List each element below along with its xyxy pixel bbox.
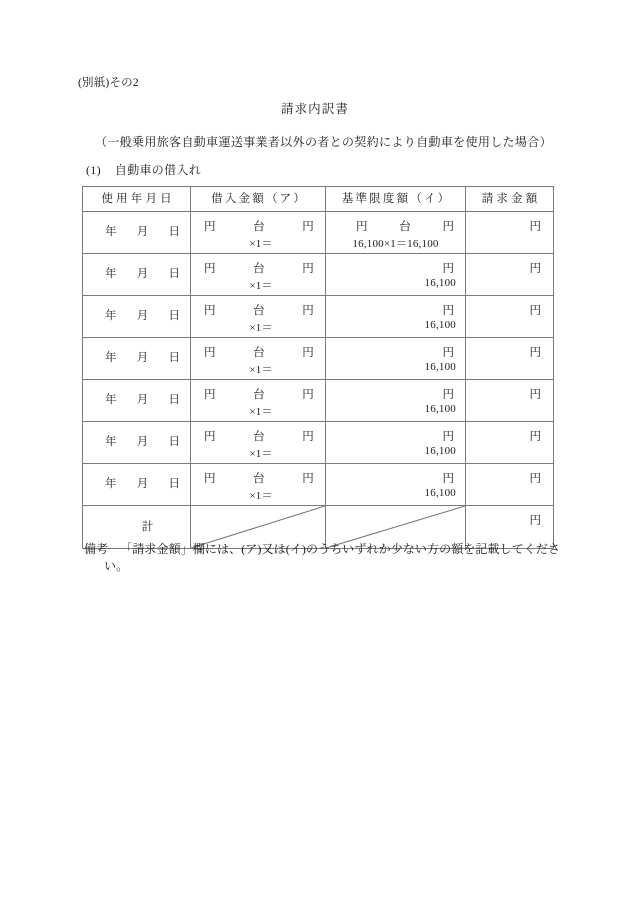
borrow-calc-text: ×1＝ <box>249 490 273 502</box>
date-month-label: 月 <box>136 478 149 490</box>
claim-yen-label: 円 <box>529 431 541 443</box>
date-day-label: 日 <box>168 310 180 322</box>
cell-use-date[interactable] <box>83 254 191 296</box>
cell-borrow-amount[interactable] <box>191 338 326 380</box>
borrow-unit-label: 台 <box>253 305 265 317</box>
date-year-label: 年 <box>105 352 117 364</box>
claim-yen-label: 円 <box>529 473 541 485</box>
standard-amount-text: 16,100 <box>424 277 456 289</box>
borrow-calc-text: ×1＝ <box>249 322 273 334</box>
borrow-unit-line <box>191 422 325 444</box>
borrow-yen-right-label: 円 <box>302 473 314 485</box>
standard-amount-text: 16,100 <box>424 319 456 331</box>
borrow-yen-left-label: 円 <box>204 305 216 317</box>
borrow-unit-line <box>191 380 325 402</box>
cell-standard-limit <box>326 212 466 254</box>
borrow-yen-left-label: 円 <box>204 347 216 359</box>
standard-amount-text: 16,100 <box>424 361 456 373</box>
section-title: 自動車の借入れ <box>114 163 202 177</box>
cell-use-date[interactable] <box>83 296 191 338</box>
cell-borrow-amount[interactable] <box>191 422 326 464</box>
borrow-unit-label: 台 <box>253 389 265 401</box>
table-row <box>83 338 554 380</box>
cell-claim-amount[interactable] <box>466 380 554 422</box>
footnote-line-1: 「請求金額」欄には、(ア)又は(イ)のうちいずれか少ない方の額を記載してくださ <box>120 542 561 556</box>
cell-use-date[interactable] <box>83 380 191 422</box>
header-cell-standard-limit <box>326 187 466 212</box>
page-title: 請求内訳書 <box>280 102 349 116</box>
cell-standard-limit <box>326 464 466 506</box>
standard-yen-label: 円 <box>442 305 454 317</box>
cell-borrow-amount[interactable] <box>191 464 326 506</box>
date-month-label: 月 <box>136 394 149 406</box>
total-claim-yen-label: 円 <box>529 515 541 527</box>
standard-yen-left-label: 円 <box>356 221 368 233</box>
standard-calc-text: 16,100×1＝16,100 <box>352 238 439 250</box>
cell-borrow-amount[interactable] <box>191 380 326 422</box>
date-year-label: 年 <box>105 310 117 322</box>
standard-yen-right-label: 円 <box>442 221 454 233</box>
borrow-yen-right-label: 円 <box>302 389 314 401</box>
header-label-standard-limit: 基準限度額（イ） <box>341 193 452 205</box>
borrow-yen-right-label: 円 <box>302 263 314 275</box>
date-placeholder-group <box>83 422 190 449</box>
date-placeholder-group <box>83 380 190 407</box>
table-row <box>83 464 554 506</box>
date-year-label: 年 <box>105 478 117 490</box>
date-year-label: 年 <box>105 436 117 448</box>
standard-yen-label: 円 <box>442 263 454 275</box>
table-header-row <box>83 187 554 212</box>
header-label-claim-amount: 請求金額 <box>481 193 541 205</box>
cell-standard-limit <box>326 254 466 296</box>
cell-claim-amount[interactable] <box>466 338 554 380</box>
table-row <box>83 422 554 464</box>
total-label: 計 <box>141 521 154 533</box>
standard-yen-label: 円 <box>442 347 454 359</box>
date-day-label: 日 <box>168 226 180 238</box>
table-row <box>83 380 554 422</box>
footnote-label: 備考 <box>84 542 109 556</box>
standard-amount-text: 16,100 <box>424 487 456 499</box>
header-label-use-date: 使用年月日 <box>101 193 175 205</box>
date-month-label: 月 <box>136 226 149 238</box>
footnote <box>84 541 562 575</box>
cell-claim-amount[interactable] <box>466 422 554 464</box>
section-heading <box>86 161 201 178</box>
table-row <box>83 254 554 296</box>
date-placeholder-group <box>83 254 190 281</box>
claim-yen-label: 円 <box>529 305 541 317</box>
borrow-yen-left-label: 円 <box>204 221 216 233</box>
table-row <box>83 212 554 254</box>
borrow-yen-left-label: 円 <box>204 431 216 443</box>
borrow-calc-text: ×1＝ <box>249 238 273 250</box>
date-day-label: 日 <box>168 394 180 406</box>
cell-claim-amount[interactable] <box>466 464 554 506</box>
borrow-unit-label: 台 <box>253 263 265 275</box>
borrow-unit-label: 台 <box>253 221 265 233</box>
cell-use-date[interactable] <box>83 464 191 506</box>
borrow-unit-label: 台 <box>253 431 265 443</box>
document-reference: (別紙)その2 <box>78 77 139 89</box>
borrow-yen-left-label: 円 <box>204 389 216 401</box>
date-day-label: 日 <box>168 268 180 280</box>
cell-standard-limit <box>326 422 466 464</box>
borrow-yen-right-label: 円 <box>302 431 314 443</box>
breakdown-table <box>82 186 554 549</box>
date-year-label: 年 <box>105 226 117 238</box>
borrow-unit-line <box>191 212 325 234</box>
cell-standard-limit <box>326 380 466 422</box>
date-placeholder-group <box>83 296 190 323</box>
standard-unit-line <box>326 212 465 234</box>
date-day-label: 日 <box>168 436 180 448</box>
cell-claim-amount[interactable] <box>466 212 554 254</box>
cell-use-date[interactable] <box>83 422 191 464</box>
header-cell-borrow-amount <box>191 187 326 212</box>
borrow-unit-line <box>191 338 325 360</box>
date-year-label: 年 <box>105 268 117 280</box>
date-month-label: 月 <box>136 310 149 322</box>
borrow-calc-text: ×1＝ <box>249 406 273 418</box>
section-number: (1) <box>86 163 101 177</box>
date-placeholder-group <box>83 464 190 491</box>
cell-claim-amount[interactable] <box>466 296 554 338</box>
borrow-calc-text: ×1＝ <box>249 280 273 292</box>
header-cell-claim-amount <box>466 187 554 212</box>
date-month-label: 月 <box>136 436 149 448</box>
borrow-yen-right-label: 円 <box>302 347 314 359</box>
standard-yen-label: 円 <box>442 473 454 485</box>
date-day-label: 日 <box>168 478 180 490</box>
cell-claim-amount[interactable] <box>466 254 554 296</box>
borrow-yen-left-label: 円 <box>204 473 216 485</box>
claim-yen-label: 円 <box>529 347 541 359</box>
borrow-calc-text: ×1＝ <box>249 448 273 460</box>
borrow-yen-right-label: 円 <box>302 305 314 317</box>
cell-standard-limit <box>326 296 466 338</box>
date-year-label: 年 <box>105 394 117 406</box>
borrow-unit-label: 台 <box>253 347 265 359</box>
standard-yen-label: 円 <box>442 431 454 443</box>
cell-use-date[interactable] <box>83 338 191 380</box>
cell-borrow-amount[interactable] <box>191 212 326 254</box>
standard-amount-text: 16,100 <box>424 445 456 457</box>
date-placeholder-group <box>83 338 190 365</box>
standard-yen-label: 円 <box>442 389 454 401</box>
borrow-unit-line <box>191 464 325 486</box>
borrow-unit-label: 台 <box>253 473 265 485</box>
borrow-calc-text: ×1＝ <box>249 364 273 376</box>
borrow-yen-left-label: 円 <box>204 263 216 275</box>
date-month-label: 月 <box>136 352 149 364</box>
date-day-label: 日 <box>168 352 180 364</box>
cell-use-date[interactable] <box>83 212 191 254</box>
cell-borrow-amount[interactable] <box>191 254 326 296</box>
header-label-borrow-amount: 借入金額（ア） <box>211 193 308 205</box>
claim-yen-label: 円 <box>529 263 541 275</box>
cell-standard-limit <box>326 338 466 380</box>
date-placeholder-group <box>83 212 190 239</box>
claim-yen-label: 円 <box>529 389 541 401</box>
claim-yen-label: 円 <box>529 221 541 233</box>
standard-amount-text: 16,100 <box>424 403 456 415</box>
borrow-unit-line <box>191 254 325 276</box>
cell-borrow-amount[interactable] <box>191 296 326 338</box>
header-cell-use-date <box>83 187 191 212</box>
table-row <box>83 296 554 338</box>
date-month-label: 月 <box>136 268 149 280</box>
borrow-yen-right-label: 円 <box>302 221 314 233</box>
breakdown-table-wrapper <box>82 186 553 549</box>
document-subtitle: （一般乗用旅客自動車運送事業者以外の者との契約により自動車を使用した場合） <box>95 135 552 149</box>
standard-unit-label: 台 <box>399 221 411 233</box>
borrow-unit-line <box>191 296 325 318</box>
footnote-line-2: い。 <box>104 559 129 573</box>
